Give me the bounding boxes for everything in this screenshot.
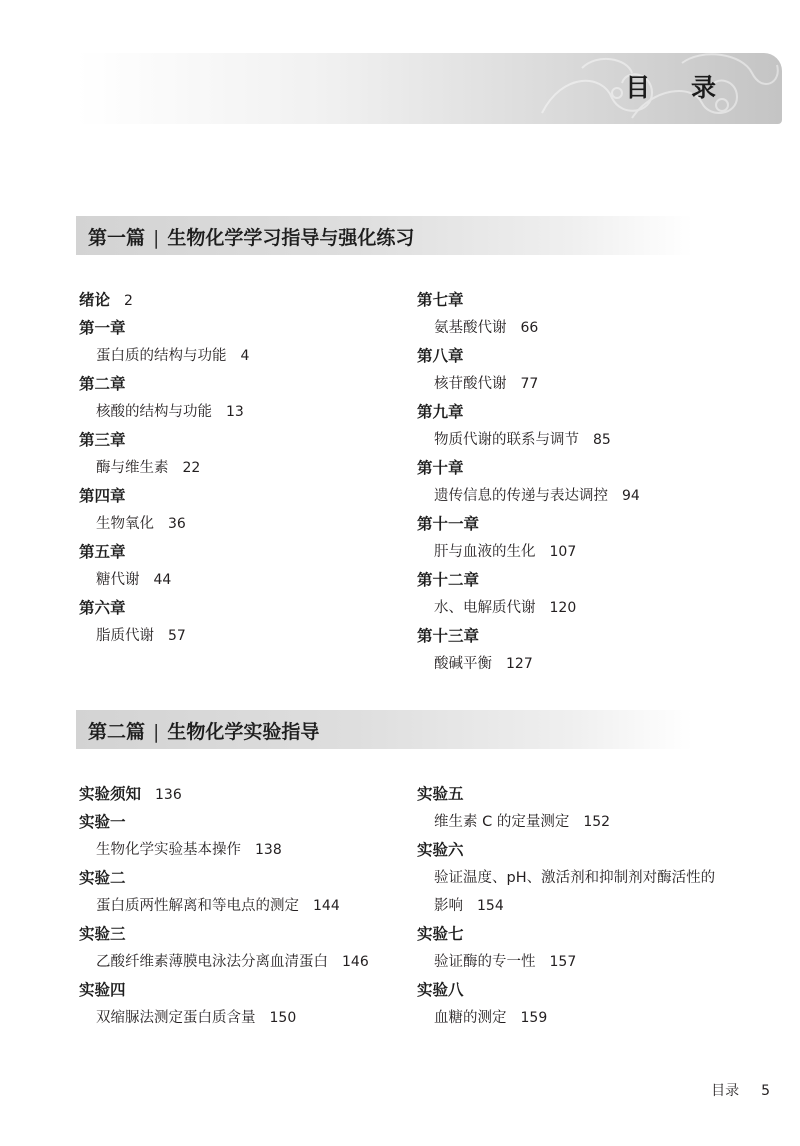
part2-separator: | (153, 721, 160, 743)
toc-entry-title: 肝与血液的生化 (434, 544, 536, 560)
page-footer (711, 1080, 770, 1100)
toc-entry-title: 第三章 (79, 431, 126, 449)
part1-label: 第一篇 (88, 227, 146, 249)
toc-page-number: 22 (182, 460, 201, 476)
toc-entry-title: 第五章 (79, 543, 126, 561)
toc-entry-title: 第七章 (417, 291, 464, 309)
toc-entry-title: 物质代谢的联系与调节 (434, 432, 579, 448)
toc-entry-title: 水、电解质代谢 (434, 600, 536, 616)
toc-entry-title: 实验一 (79, 813, 126, 831)
toc-entry-title: 实验四 (79, 981, 126, 999)
toc-entry-title: 验证酶的专一性 (434, 954, 536, 970)
toc-section-entry[interactable] (79, 948, 399, 976)
toc-chapter-entry[interactable] (417, 510, 737, 538)
part1-title (88, 223, 414, 250)
toc-section-entry[interactable] (79, 510, 399, 538)
part2-right-column (417, 780, 737, 1032)
toc-page-number: 138 (255, 842, 282, 858)
toc-entry-title: 第四章 (79, 487, 126, 505)
toc-section-entry[interactable] (417, 892, 737, 920)
toc-chapter-entry[interactable] (417, 286, 737, 314)
toc-chapter-entry[interactable] (79, 780, 399, 808)
toc-section-entry[interactable] (417, 864, 737, 892)
toc-entry-title: 第十一章 (417, 515, 480, 533)
toc-chapter-entry[interactable] (79, 314, 399, 342)
toc-entry-title: 遗传信息的传递与表达调控 (434, 488, 608, 504)
toc-section-entry[interactable] (417, 426, 737, 454)
toc-entry-title: 糖代谢 (96, 572, 140, 588)
toc-section-entry[interactable] (79, 454, 399, 482)
toc-chapter-entry[interactable] (417, 780, 737, 808)
toc-chapter-entry[interactable] (79, 594, 399, 622)
toc-section-entry[interactable] (79, 1004, 399, 1032)
part1-separator: | (153, 227, 160, 249)
toc-entry-title: 实验五 (417, 785, 464, 803)
toc-section-entry[interactable] (79, 398, 399, 426)
page-title: 目 录 (625, 73, 732, 102)
toc-page-number: 159 (520, 1010, 548, 1026)
toc-entry-title: 血糖的测定 (434, 1010, 507, 1026)
toc-chapter-entry[interactable] (79, 808, 399, 836)
toc-entry-title: 第十章 (417, 459, 464, 477)
footer-page-number: 5 (761, 1083, 770, 1099)
toc-page-number: 152 (583, 814, 611, 830)
toc-page-number: 4 (240, 348, 250, 364)
part2-name: 生物化学实验指导 (167, 721, 320, 743)
toc-entry-title: 实验须知 (79, 785, 142, 803)
toc-chapter-entry[interactable] (79, 370, 399, 398)
toc-section-entry[interactable] (417, 948, 737, 976)
part1-heading-bar (76, 216, 693, 255)
toc-entry-title: 维生素 C 的定量测定 (434, 814, 570, 830)
toc-entry-title: 第八章 (417, 347, 464, 365)
toc-entry-title: 核苷酸代谢 (434, 376, 507, 392)
toc-page-number: 150 (269, 1010, 297, 1026)
toc-section-entry[interactable] (417, 314, 737, 342)
toc-entry-title: 酸碱平衡 (434, 656, 492, 672)
toc-entry-title: 核酸的结构与功能 (96, 404, 212, 420)
toc-entry-title: 实验六 (417, 841, 464, 859)
toc-page-number: 157 (549, 954, 577, 970)
toc-section-entry[interactable] (79, 622, 399, 650)
toc-entry-title: 乙酸纤维素薄膜电泳法分离血清蛋白 (96, 954, 328, 970)
toc-page-number: 36 (168, 516, 186, 532)
toc-entry-title: 实验八 (417, 981, 464, 999)
toc-section-entry[interactable] (417, 808, 737, 836)
toc-chapter-entry[interactable] (417, 454, 737, 482)
toc-chapter-entry[interactable] (417, 920, 737, 948)
toc-entry-title: 第九章 (417, 403, 464, 421)
toc-chapter-entry[interactable] (79, 538, 399, 566)
toc-chapter-entry[interactable] (417, 836, 737, 864)
toc-chapter-entry[interactable] (417, 566, 737, 594)
toc-chapter-entry[interactable] (417, 342, 737, 370)
toc-entry-title: 第一章 (79, 319, 126, 337)
toc-page-number: 13 (226, 404, 244, 420)
toc-entry-title: 酶与维生素 (96, 460, 169, 476)
toc-section-entry[interactable] (79, 566, 399, 594)
toc-entry-title: 绪论 (79, 291, 111, 309)
toc-entry-title: 双缩脲法测定蛋白质含量 (96, 1010, 256, 1026)
toc-section-entry[interactable] (417, 594, 737, 622)
toc-chapter-entry[interactable] (417, 976, 737, 1004)
toc-chapter-entry[interactable] (417, 622, 737, 650)
toc-entry-title: 第十三章 (417, 627, 480, 645)
toc-entry-title: 影响 (434, 898, 463, 914)
toc-section-entry[interactable] (417, 1004, 737, 1032)
toc-entry-title: 蛋白质的结构与功能 (96, 348, 227, 364)
toc-page-number: 154 (477, 898, 504, 914)
toc-page-number: 2 (124, 293, 133, 309)
toc-section-entry[interactable] (417, 538, 737, 566)
part1-left-column (79, 286, 399, 650)
toc-page-number: 144 (313, 898, 340, 914)
toc-entry-title: 蛋白质两性解离和等电点的测定 (96, 898, 299, 914)
toc-page-number: 94 (622, 488, 640, 504)
toc-section-entry[interactable] (79, 342, 399, 370)
part2-title (88, 717, 319, 744)
toc-section-entry[interactable] (79, 892, 399, 920)
toc-entry-title: 验证温度、pH、激活剂和抑制剂对酶活性的 (434, 870, 716, 886)
toc-entry-title: 第十二章 (417, 571, 480, 589)
toc-section-entry[interactable] (79, 836, 399, 864)
toc-page-number: 66 (520, 320, 539, 336)
part2-left-column (79, 780, 399, 1032)
toc-page-number: 127 (506, 656, 533, 672)
toc-page-number: 57 (168, 628, 186, 644)
toc-entry-title: 脂质代谢 (96, 628, 154, 644)
toc-entry-title: 氨基酸代谢 (434, 320, 507, 336)
toc-page-number: 44 (153, 572, 172, 588)
toc-chapter-entry[interactable] (417, 398, 737, 426)
toc-chapter-entry[interactable] (79, 482, 399, 510)
toc-chapter-entry[interactable] (79, 920, 399, 948)
toc-entry-title: 实验七 (417, 925, 464, 943)
toc-chapter-entry[interactable] (79, 426, 399, 454)
toc-entry-title: 实验二 (79, 869, 126, 887)
toc-page-number: 85 (593, 432, 611, 448)
toc-chapter-entry[interactable] (79, 864, 399, 892)
toc-chapter-entry[interactable] (79, 286, 399, 314)
toc-entry-title: 生物氧化 (96, 516, 154, 532)
toc-page-number: 77 (520, 376, 539, 392)
part1-right-column (417, 286, 737, 678)
toc-page-number: 107 (549, 544, 577, 560)
footer-label: 目录 (711, 1083, 740, 1099)
toc-page-number: 136 (155, 787, 182, 803)
toc-entry-title: 生物化学实验基本操作 (96, 842, 241, 858)
toc-section-entry[interactable] (417, 370, 737, 398)
toc-entry-title: 第六章 (79, 599, 126, 617)
toc-page-number: 146 (342, 954, 369, 970)
toc-entry-title: 第二章 (79, 375, 126, 393)
part2-heading-bar (76, 710, 693, 749)
toc-entry-title: 实验三 (79, 925, 126, 943)
toc-page-number: 120 (549, 600, 577, 616)
toc-section-entry[interactable] (417, 650, 737, 678)
part2-label: 第二篇 (88, 721, 146, 743)
toc-chapter-entry[interactable] (79, 976, 399, 1004)
toc-section-entry[interactable] (417, 482, 737, 510)
part1-name: 生物化学学习指导与强化练习 (167, 227, 415, 249)
header-banner (76, 53, 782, 124)
